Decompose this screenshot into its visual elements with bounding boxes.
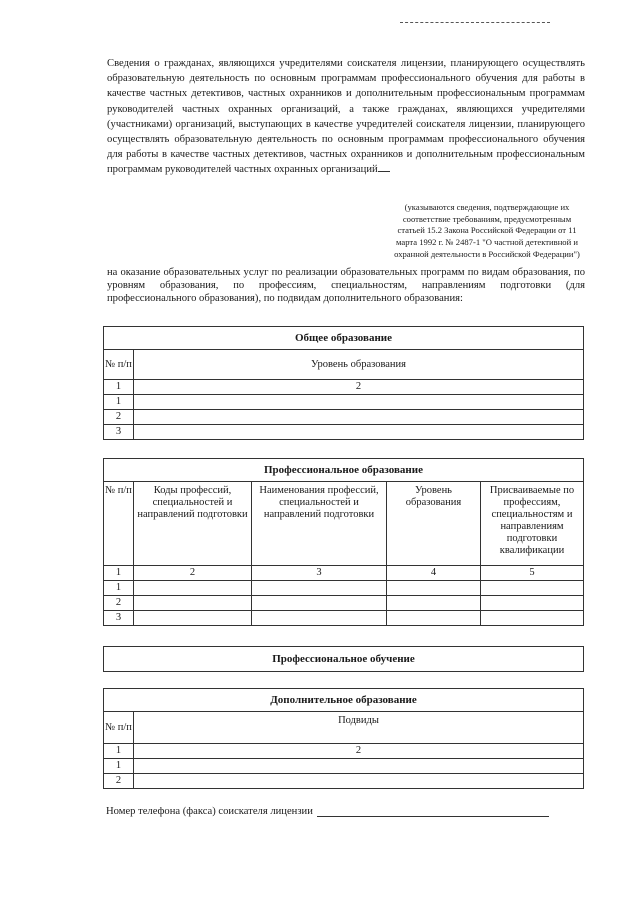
header-number: № п/п — [104, 350, 134, 380]
data-cell — [134, 581, 252, 596]
index-cell: 3 — [252, 566, 387, 581]
data-cell — [387, 596, 481, 611]
index-cell: 1 — [104, 566, 134, 581]
data-cell — [134, 774, 584, 789]
general-education-table — [103, 326, 584, 440]
professional-education-table — [103, 458, 584, 626]
header-number: № п/п — [104, 712, 134, 744]
row-number: 3 — [104, 425, 134, 440]
data-cell — [252, 611, 387, 626]
header-qualifications: Присваиваемые по профессиям, специальностям и направлениям подготовки квалификации — [481, 482, 584, 566]
index-cell: 1 — [104, 744, 134, 759]
additional-education-table — [103, 688, 584, 789]
header-subtypes: Подвиды — [134, 712, 584, 744]
header-education-level: Уровень образования — [134, 350, 584, 380]
row-number: 3 — [104, 611, 134, 626]
index-cell: 2 — [134, 744, 584, 759]
row-number: 2 — [104, 596, 134, 611]
data-cell — [252, 596, 387, 611]
index-cell: 4 — [387, 566, 481, 581]
index-cell: 2 — [134, 566, 252, 581]
data-cell — [134, 425, 584, 440]
data-cell — [387, 581, 481, 596]
general-education-caption: Общее образование — [104, 327, 584, 350]
row-number: 1 — [104, 395, 134, 410]
additional-education-caption: Дополнительное образование — [104, 689, 584, 712]
header-names: Наименования профессий, специальностей и направлений подготовки — [252, 482, 387, 566]
header-codes: Коды профессий, специальностей и направлений подготовки — [134, 482, 252, 566]
data-cell — [481, 596, 584, 611]
header-number: № п/п — [104, 482, 134, 566]
row-number: 1 — [104, 759, 134, 774]
intro-note: (указываются сведения, подтверждающие их соответствие требованиям, предусмотренным статьей 15.2 Закона Российской Федерации от 11 марта 1992 г. № 2487-1 "О частной детективной и охранной деятельности в Российской Федерации") — [394, 202, 580, 259]
header-education-level: Уровень образования — [387, 482, 481, 566]
phone-label: Номер телефона (факса) соискателя лицензии — [106, 806, 313, 817]
data-cell — [481, 581, 584, 596]
data-cell — [134, 611, 252, 626]
professional-education-caption: Профессиональное образование — [104, 459, 584, 482]
data-cell — [134, 759, 584, 774]
row-number: 2 — [104, 774, 134, 789]
data-cell — [134, 596, 252, 611]
intro-text: Сведения о гражданах, являющихся учредителями соискателя лицензии, планирующего осуществлять образовательную деятельность по основным программам профессионального обучения для работы в качестве частных детективов, частных охранников и дополнительным профессиональным программам руководителей частных охранных организаций, а также гражданах, являющихся учредителями (участниками) организаций, выступающих в качестве учредителей соискателя лицензии, планирующего осуществлять образовательную деятельность по основным программам профессионального обучения для работы в качестве частных детективов, частных охранников и дополнительным профессиональным программам руководителей частных охранных организаций — [107, 58, 585, 176]
top-signature-line — [400, 22, 550, 23]
phone-field — [106, 806, 549, 817]
intro-fill-line — [378, 171, 390, 172]
index-cell: 5 — [481, 566, 584, 581]
purpose-paragraph: на оказание образовательных услуг по реализации образовательных программ по видам образования, по уровням образования, по профессиям, специальностям, направлениям подготовки (для профессионального образования), по подвидам дополнительного образования: — [107, 267, 585, 304]
data-cell — [387, 611, 481, 626]
row-number: 1 — [104, 581, 134, 596]
professional-training-table — [103, 646, 584, 672]
phone-fill-line[interactable] — [317, 816, 549, 817]
index-cell: 1 — [104, 380, 134, 395]
data-cell — [134, 410, 584, 425]
data-cell — [481, 611, 584, 626]
professional-training-caption: Профессиональное обучение — [104, 647, 584, 672]
data-cell — [134, 395, 584, 410]
data-cell — [252, 581, 387, 596]
row-number: 2 — [104, 410, 134, 425]
index-cell: 2 — [134, 380, 584, 395]
intro-paragraph — [107, 56, 585, 178]
